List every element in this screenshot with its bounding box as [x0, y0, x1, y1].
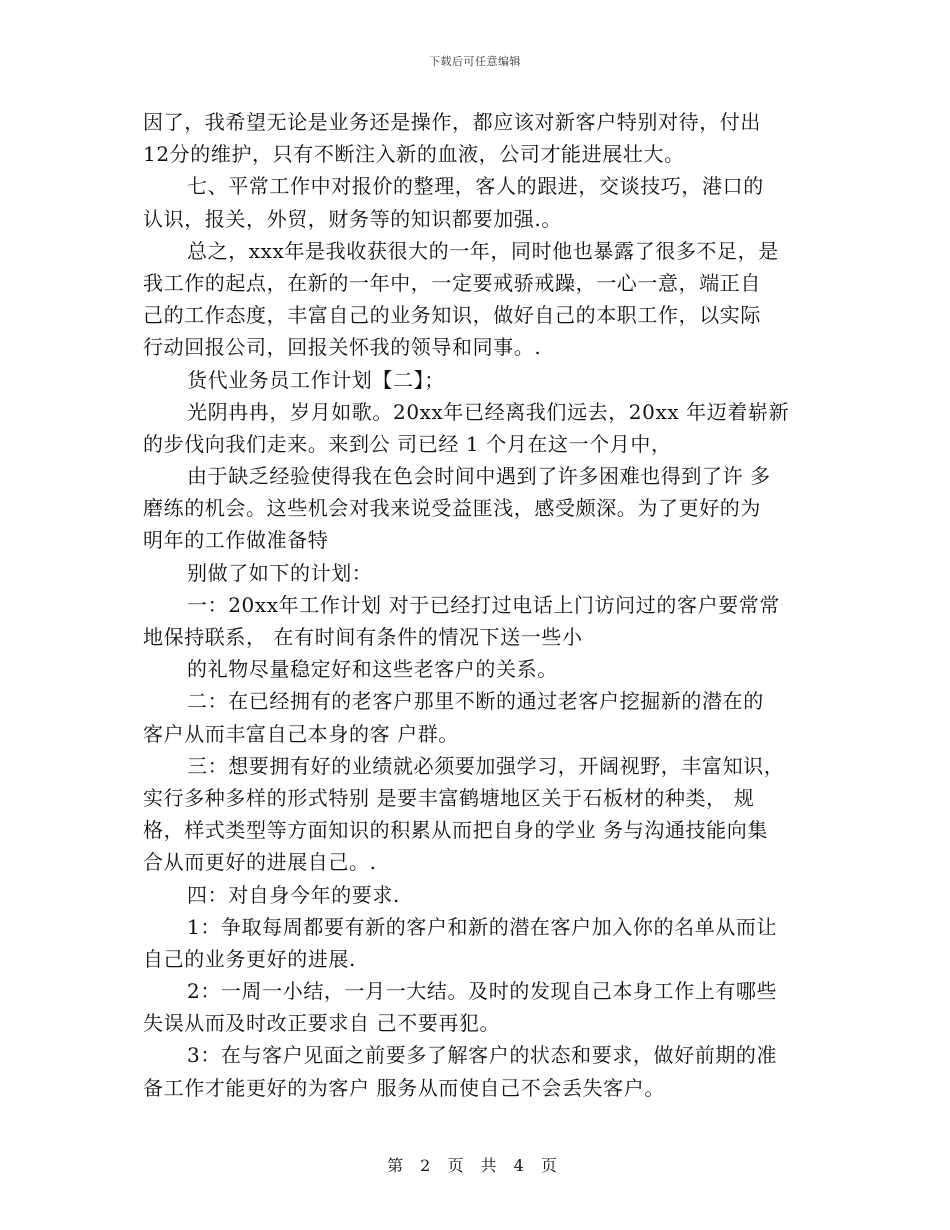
- text-line: 四：对自身今年的要求.: [187, 882, 400, 907]
- text-line: 七、平常工作中对报价的整理，客人的跟进，交谈技巧，港口的: [187, 174, 764, 199]
- text-line: 2：一周一小结，一月一大结。及时的发现自己本身工作上有哪些: [187, 979, 778, 1004]
- text-line: 三：想要拥有好的业绩就必须要加强学习，开阔视野，丰富知识，: [187, 753, 785, 778]
- text-line: 客户从而丰富自己本身的客 户群。: [143, 721, 459, 746]
- page-header: 下载后可任意编辑: [429, 55, 521, 68]
- text-line: 的礼物尽量稳定好和这些老客户的关系。: [187, 657, 558, 682]
- text-line: 自己的业务更好的进展.: [143, 946, 356, 971]
- text-line: 12分的维护，只有不断注入新的血液，公司才能进展壮大。: [143, 142, 685, 167]
- text-line: 我工作的起点，在新的一年中，一定要戒骄戒躁，一心一意，端正自: [143, 270, 761, 295]
- text-line: 实行多种多样的形式特别 是要丰富鹤塘地区关于石板材的种类， 规: [143, 785, 755, 810]
- text-line: 因了，我希望无论是业务还是操作，都应该对新客户特别对待，付出: [143, 110, 761, 134]
- text-line: 货代业务员工作计划【二】；: [187, 367, 445, 392]
- text-line: 磨练的机会。这些机会对我来说受益匪浅，感受颇深。为了更好的为: [143, 496, 761, 521]
- text-line: 一：20xx年工作计划 对于已经打过电话上门访问过的客户要常常: [187, 592, 780, 617]
- text-line: 己的工作态度，丰富自己的业务知识，做好自己的本职工作，以实际: [143, 303, 761, 328]
- text-line: 行动回报公司，回报关怀我的领导和同事。.: [143, 335, 542, 360]
- text-line: 失误从而及时改正要求自 己不要再犯。: [143, 1011, 501, 1036]
- text-line: 的步伐向我们走来。来到公 司已经 1 个月在这一个月中，: [143, 431, 672, 456]
- text-line: 别做了如下的计划：: [187, 560, 373, 585]
- text-line: 二：在已经拥有的老客户那里不断的通过老客户挖掘新的潜在的: [187, 689, 764, 714]
- text-line: 备工作才能更好的为客户 服务从而使自己不会丢失客户。: [143, 1075, 665, 1100]
- text-line: 3：在与客户见面之前要多了解客户的状态和要求，做好前期的准: [187, 1043, 778, 1068]
- text-line: 认识，报关，外贸，财务等的知识都要加强.。: [143, 206, 562, 231]
- text-line: 地保持联系， 在有时间有条件的情况下送一些小: [143, 625, 583, 649]
- text-line: 由于缺乏经验使得我在色会时间中遇到了许多困难也得到了许 多: [187, 464, 771, 489]
- body-text: [143, 106, 813, 1104]
- text-line: 合从而更好的进展自己。.: [143, 850, 377, 875]
- text-line: 总之，xxx年是我收获很大的一年，同时他也暴露了很多不足，是: [187, 238, 779, 263]
- page-footer: 第 2 页 共 4 页: [387, 1156, 563, 1175]
- text-line: 光阴冉冉，岁月如歌。20xx年已经离我们远去，20xx 年迈着崭新: [187, 399, 790, 424]
- text-line: 格，样式类型等方面知识的积累从而把自身的学业 务与沟通技能向集: [143, 818, 768, 843]
- text-line: 1：争取每周都要有新的客户和新的潜在客户加入你的名单从而让: [187, 914, 778, 939]
- text-line: 明年的工作做准备特: [143, 528, 329, 553]
